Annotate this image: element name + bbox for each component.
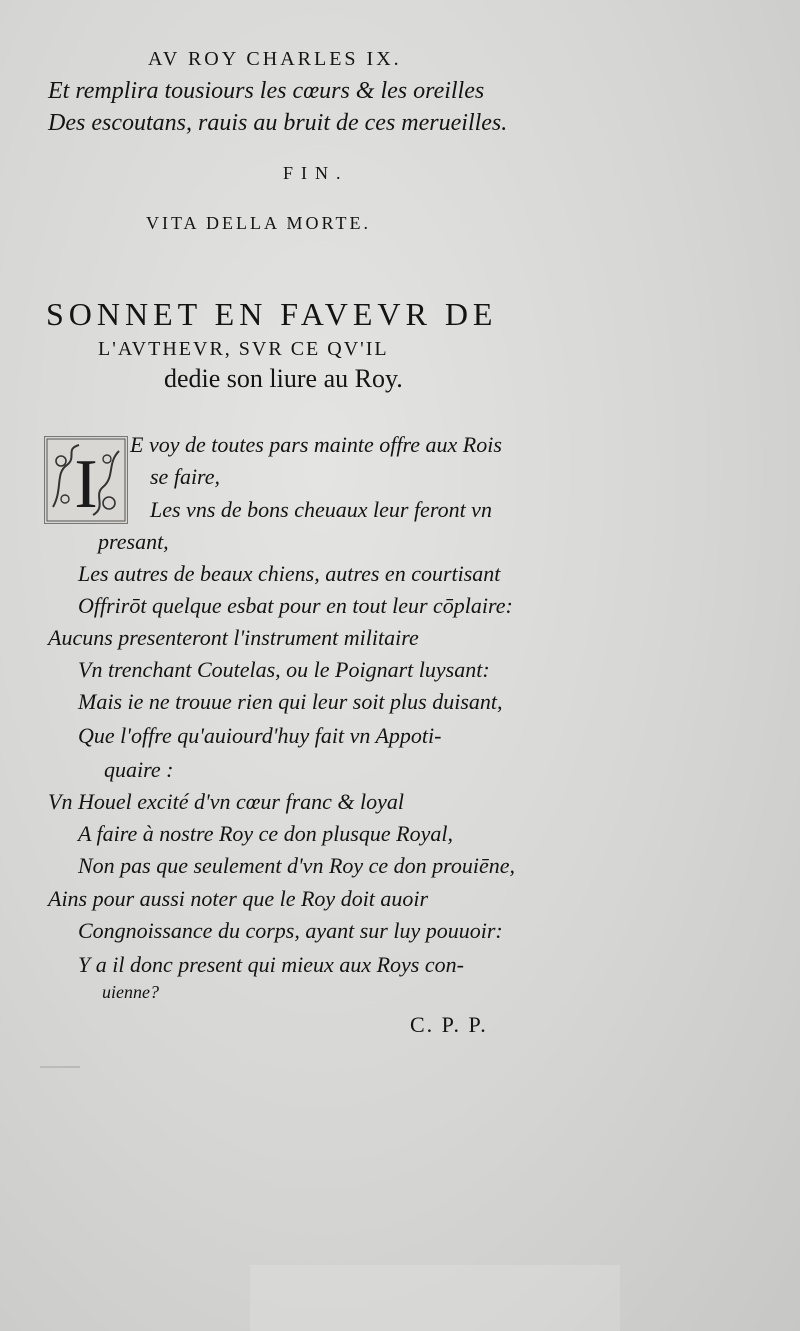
sonnet-line: A faire à nostre Roy ce don plusque Royal, [78,821,453,846]
svg-text:I: I [74,446,98,523]
fin-marker: FIN. [283,163,349,183]
sonnet-line: Ains pour aussi noter que le Roy doit auoir [48,886,429,911]
sonnet-title-line-3: dedie son liure au Roy. [164,364,403,393]
sonnet-line: Les vns de bons cheuaux leur feront vn [150,497,492,522]
sonnet-line: Les autres de beaux chiens, autres en courtisant [78,561,501,586]
running-head: AV ROY CHARLES IX. [148,48,402,70]
sonnet-line: Vn Houel excité d'vn cœur franc & loyal [48,789,404,814]
sonnet-line: Y a il donc present qui mieux aux Roys con- [78,952,464,977]
sonnet-line: se faire, [150,464,221,489]
sonnet-line: presant, [98,529,169,554]
ornament-icon [45,437,127,523]
sonnet-line: Congnoissance du corps, ayant sur luy pouuoir: [78,918,503,943]
sonnet-line: uienne? [102,982,159,1002]
sonnet-line: quaire : [104,757,174,782]
sonnet-line: Que l'offre qu'auiourd'huy fait vn Appoti- [78,723,442,748]
previous-poem-line: Et remplira tousiours les cœurs & les oreilles [48,78,485,104]
sonnet-line: Aucuns presenteront l'instrument militaire [48,625,419,650]
signature-initials: C. P. P. [410,1012,488,1037]
sonnet-line: Vn trenchant Coutelas, ou le Poignart luysant: [78,657,490,682]
sonnet-line: Offrirōt quelque esbat pour en tout leur cōplaire: [78,593,513,618]
sonnet-title: SONNET EN FAVEVR DE [46,296,498,332]
decorated-initial [44,436,128,524]
motto: VITA DELLA MORTE. [146,213,371,233]
sonnet-line: E voy de toutes pars mainte offre aux Rois [130,432,502,457]
sonnet-line: Mais ie ne trouue rien qui leur soit plus duisant, [78,689,503,714]
sonnet-line: Non pas que seulement d'vn Roy ce don prouiēne, [78,853,516,878]
bleed-through-mark [40,1044,80,1068]
sonnet-title-line-2: L'AVTHEVR, SVR CE QV'IL [98,338,389,360]
paper-strip [250,1265,620,1331]
previous-poem-line: Des escoutans, rauis au bruit de ces merueilles. [48,110,508,136]
